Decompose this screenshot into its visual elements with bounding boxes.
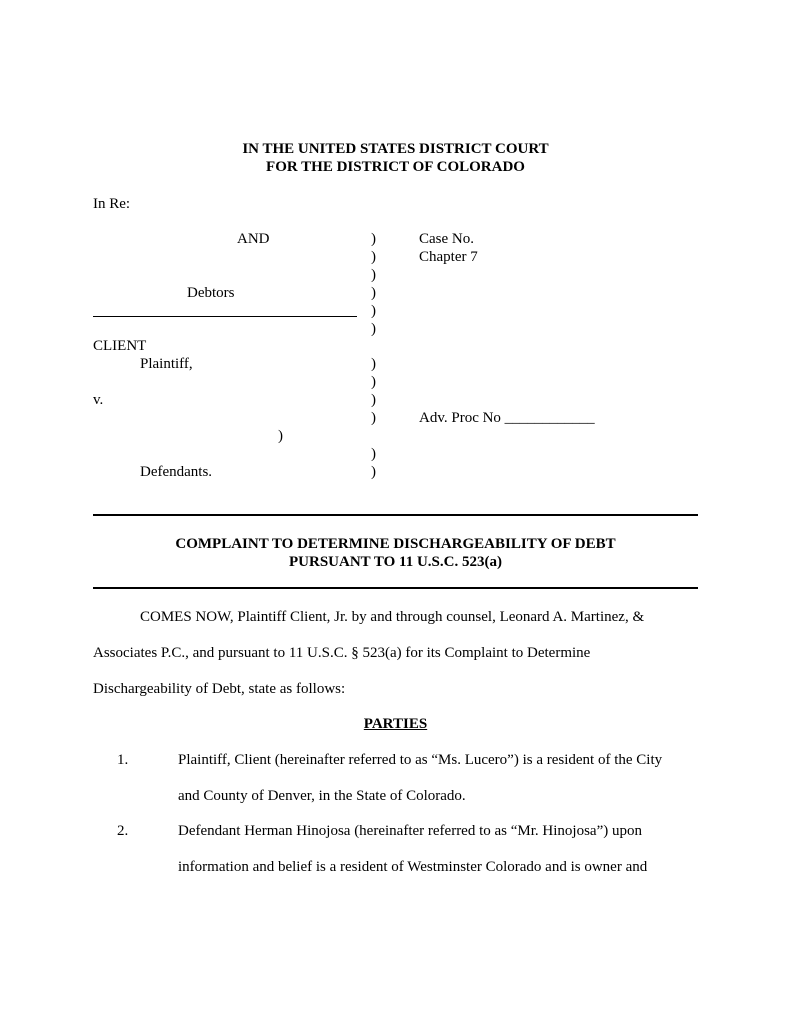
- caption-paren: ): [371, 464, 376, 480]
- caption-paren: ): [278, 428, 283, 444]
- plaintiff-label: Plaintiff,: [140, 356, 193, 372]
- caption-paren: ): [371, 249, 376, 265]
- complaint-title: COMPLAINT TO DETERMINE DISCHARGEABILITY OF DEBT: [175, 536, 616, 552]
- paragraph-number: 2.: [117, 823, 129, 839]
- caption-paren: ): [371, 446, 376, 462]
- caption-paren: ): [371, 285, 376, 301]
- caption-paren: ): [371, 392, 376, 408]
- complaint-title-statute: PURSUANT TO 11 U.S.C. 523(a): [289, 554, 502, 570]
- case-number-label: Case No.: [419, 231, 474, 247]
- caption-paren: ): [371, 321, 376, 337]
- caption-paren: ): [371, 303, 376, 319]
- debtors-label: Debtors: [187, 285, 235, 301]
- caption-paren: ): [371, 356, 376, 372]
- intro-line: Associates P.C., and pursuant to 11 U.S.C. § 523(a) for its Complaint to Determine: [93, 645, 591, 661]
- chapter-label: Chapter 7: [419, 249, 478, 265]
- client-label: CLIENT: [93, 338, 147, 354]
- caption-divider-line: [93, 316, 357, 317]
- section-heading-parties: PARTIES: [363, 716, 428, 732]
- title-bottom-rule: [93, 587, 698, 589]
- in-re-label: In Re:: [93, 196, 131, 212]
- intro-line: COMES NOW, Plaintiff Client, Jr. by and through counsel, Leonard A. Martinez, &: [140, 609, 645, 625]
- adversary-proceeding-number: Adv. Proc No ____________: [419, 410, 595, 426]
- court-name: IN THE UNITED STATES DISTRICT COURT: [242, 141, 549, 157]
- and-label: AND: [237, 231, 270, 247]
- court-district: FOR THE DISTRICT OF COLORADO: [266, 159, 525, 175]
- title-top-rule: [93, 514, 698, 516]
- paragraph-line: information and belief is a resident of Westminster Colorado and is owner and: [178, 859, 648, 875]
- intro-line: Dischargeability of Debt, state as follows:: [93, 681, 346, 697]
- paragraph-number: 1.: [117, 752, 129, 768]
- caption-paren: ): [371, 410, 376, 426]
- caption-paren: ): [371, 231, 376, 247]
- caption-paren: ): [371, 374, 376, 390]
- paragraph-line: Defendant Herman Hinojosa (hereinafter referred to as “Mr. Hinojosa”) upon: [178, 823, 642, 839]
- versus-label: v.: [93, 392, 104, 408]
- caption-paren: ): [371, 267, 376, 283]
- defendants-label: Defendants.: [140, 464, 213, 480]
- paragraph-line: and County of Denver, in the State of Colorado.: [178, 788, 466, 804]
- paragraph-line: Plaintiff, Client (hereinafter referred to as “Ms. Lucero”) is a resident of the City: [178, 752, 663, 768]
